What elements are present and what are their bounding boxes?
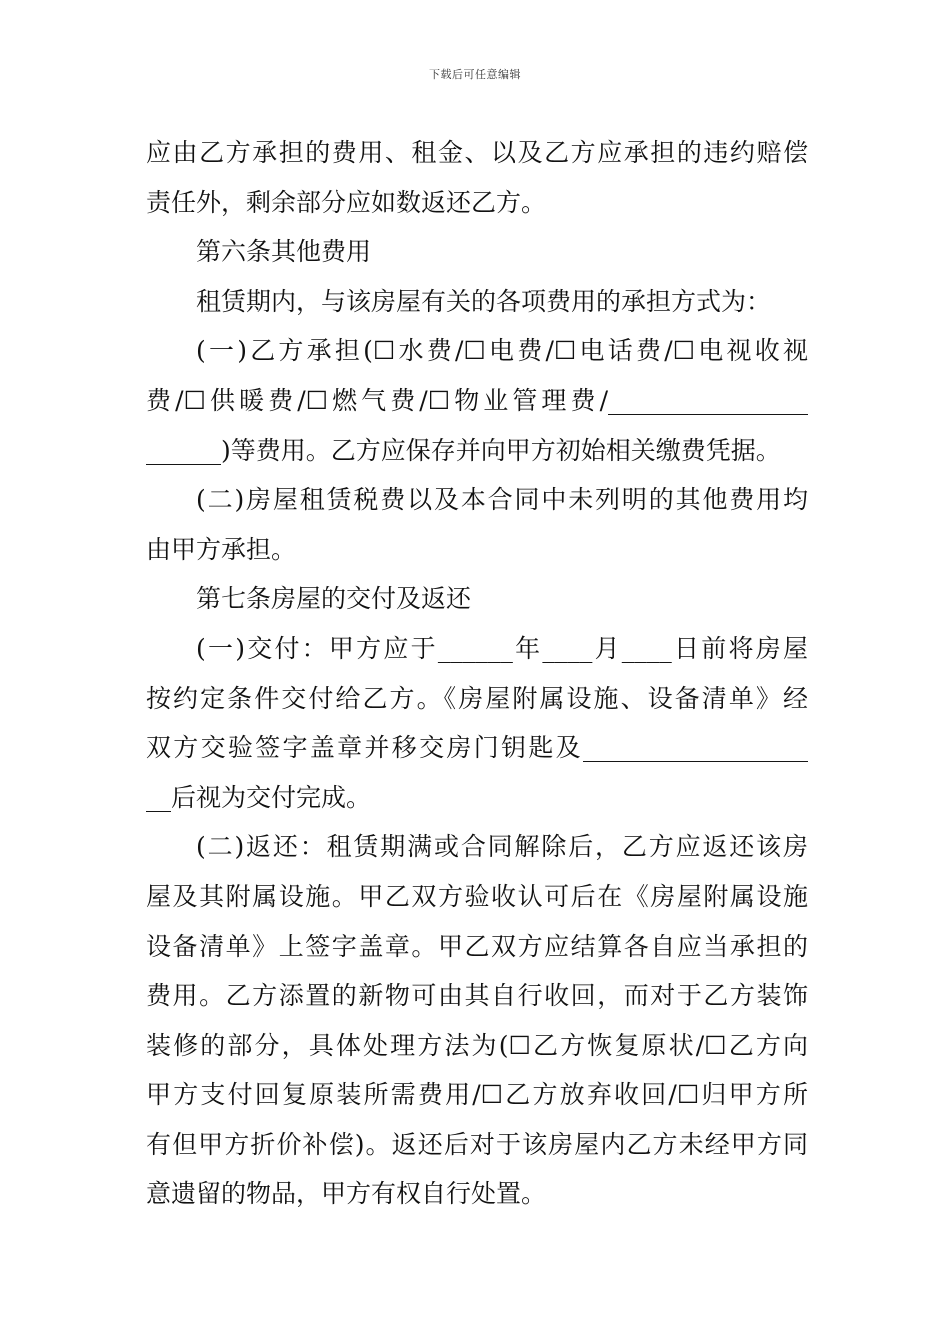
- text-line: 有但甲方折价补偿)。返还后对于该房屋内乙方未经甲方同: [146, 1129, 808, 1159]
- text-line: (二)房屋租赁税费以及本合同中未列明的其他费用均: [196, 485, 808, 515]
- text-line: __后视为交付完成。: [146, 782, 372, 812]
- text-line: 应由乙方承担的费用、租金、以及乙方应承担的违约赔偿: [146, 138, 808, 167]
- page-header: 下载后可任意编辑: [429, 68, 521, 81]
- text-line: (二)返还：租赁期满或合同解除后，乙方应返还该房: [196, 832, 808, 862]
- text-line: 意遗留的物品，甲方有权自行处置。: [146, 1179, 547, 1209]
- text-line: 按约定条件交付给乙方。《房屋附属设施、设备清单》经: [146, 683, 808, 713]
- text-line: 租赁期内，与该房屋有关的各项费用的承担方式为：: [196, 286, 772, 316]
- text-line: 屋及其附属设施。甲乙双方验收认可后在《房屋附属设施: [146, 881, 808, 911]
- text-line: 甲方支付回复原装所需费用/☐乙方放弃收回/☐归甲方所: [146, 1080, 808, 1110]
- text-line: (一)乙方承担(☐水费/☐电费/☐电话费/☐电视收视: [196, 336, 808, 366]
- text-line: (一)交付：甲方应于______年____月____日前将房屋: [196, 633, 808, 663]
- text-line: 双方交验签字盖章并移交房门钥匙及__________________: [146, 733, 808, 763]
- text-line: 费/☐供暖费/☐燃气费/☐物业管理费/________________: [146, 385, 808, 415]
- text-line: 费用。乙方添置的新物可由其自行收回，而对于乙方装饰: [146, 981, 808, 1011]
- section-heading: 第七条房屋的交付及返还: [196, 584, 472, 614]
- section-heading: 第六条其他费用: [196, 237, 372, 267]
- text-line: 由甲方承担。: [146, 534, 297, 564]
- text-line: 设备清单》上签字盖章。甲乙双方应结算各自应当承担的: [146, 931, 808, 961]
- document-body: [146, 128, 808, 1219]
- text-line: ______)等费用。乙方应保存并向甲方初始相关缴费凭据。: [146, 435, 781, 465]
- text-line: 装修的部分，具体处理方法为(☐乙方恢复原状/☐乙方向: [146, 1030, 808, 1060]
- text-line: 责任外，剩余部分应如数返还乙方。: [146, 187, 547, 217]
